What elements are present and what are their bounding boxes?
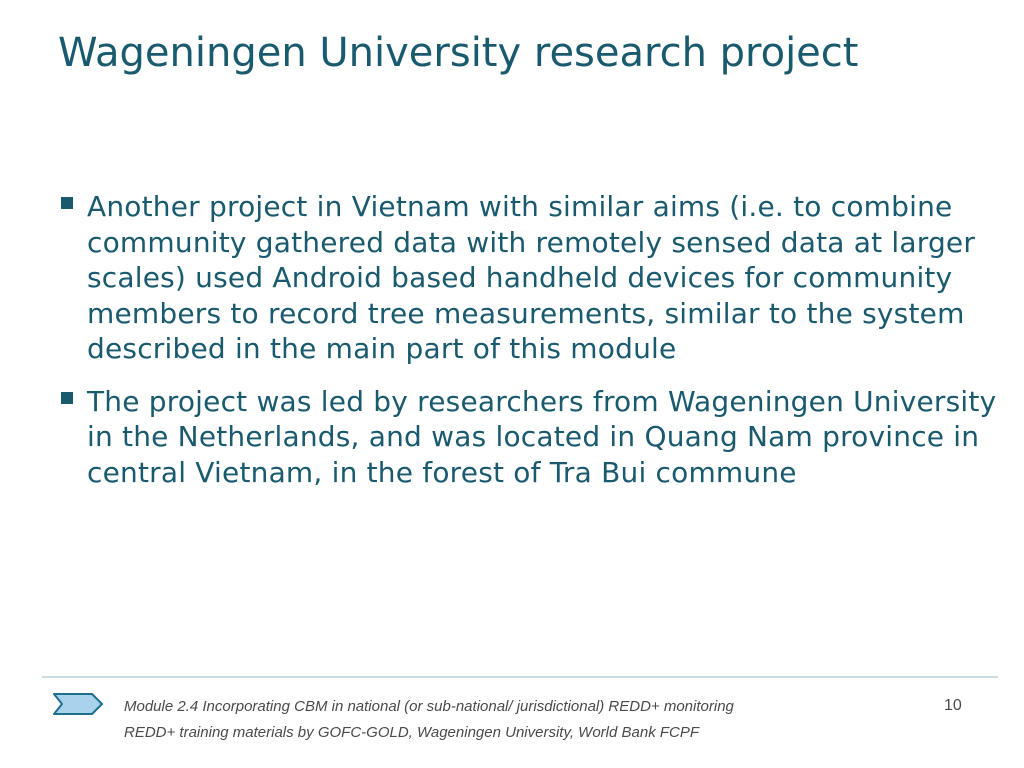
bullet-text: The project was led by researchers from Wageningen University in the Netherlands, and was located in Quang Nam province in central Vietnam, in the forest of Tra Bui commune <box>87 384 997 489</box>
footer-credits-line: REDD+ training materials by GOFC-GOLD, Wageningen University, World Bank FCPF <box>124 724 700 741</box>
bullet-item <box>58 189 998 367</box>
bullet-item <box>58 384 998 491</box>
footer-text <box>124 694 914 746</box>
chevron-arrow-icon <box>52 692 104 716</box>
square-bullet-icon <box>61 392 73 404</box>
footer-divider <box>42 676 998 678</box>
bullet-list <box>58 189 998 507</box>
square-bullet-icon <box>61 197 73 209</box>
page-number: 10 <box>944 697 962 714</box>
bullet-text: Another project in Vietnam with similar aims (i.e. to combine community gathered data with remotely sensed data at larger scales) used Android based handheld devices for community members to record tree measurements, similar to the system described in the main part of this module <box>87 190 976 365</box>
footer-module-line: Module 2.4 Incorporating CBM in national (or sub-national/ jurisdictional) REDD+ monitoring <box>124 698 734 715</box>
slide-title: Wageningen University research project <box>58 30 859 76</box>
